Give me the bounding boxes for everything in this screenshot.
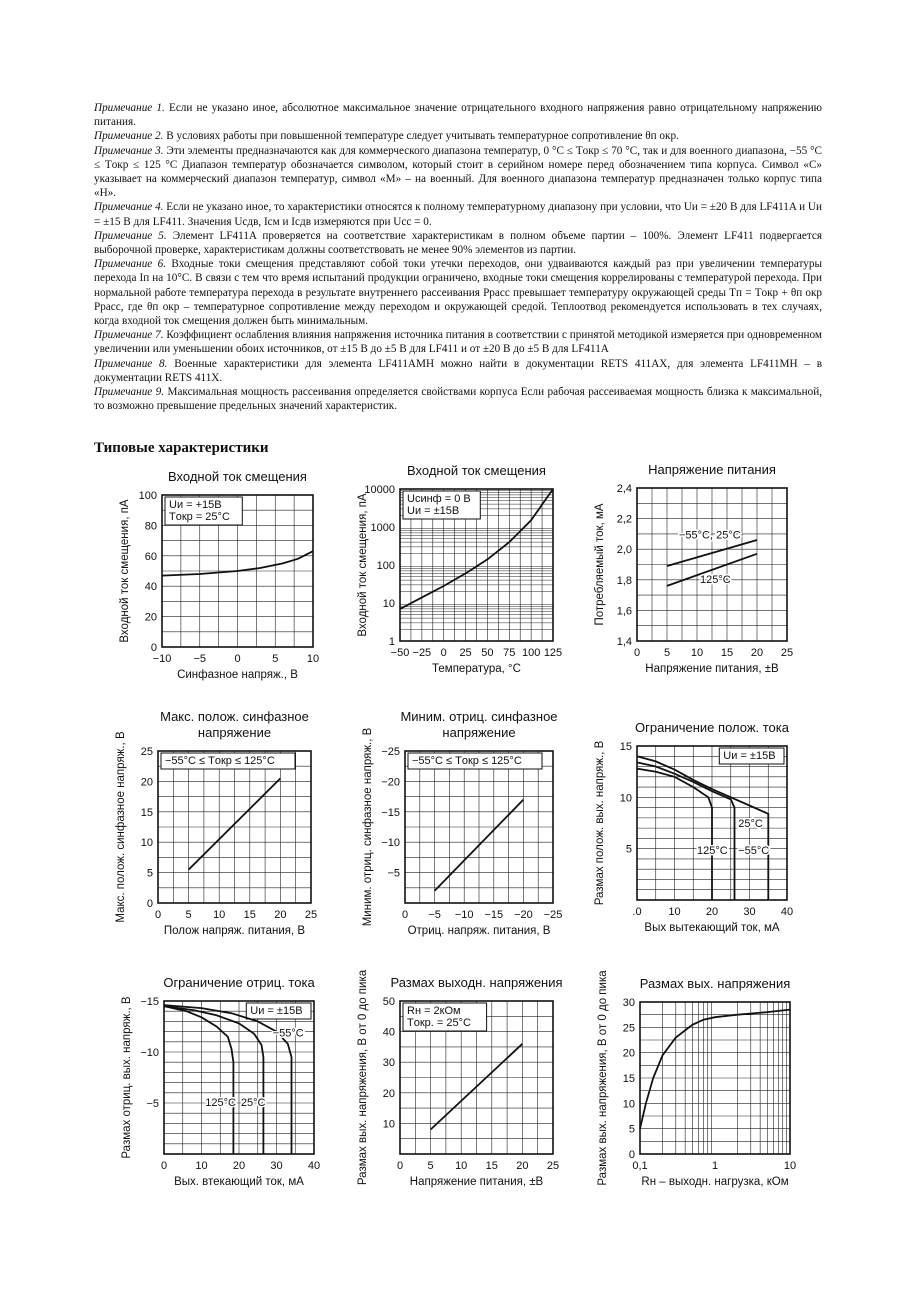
x-axis-label: Вых вытекающий ток, мА bbox=[644, 922, 780, 934]
chart-title: Ограничение отриц. тока bbox=[163, 975, 315, 990]
y-tick-label: 20 bbox=[140, 776, 153, 789]
x-tick-label: 5 bbox=[663, 647, 671, 659]
chart-pos-cm-limit bbox=[100, 704, 330, 940]
x-tick-label: 50 bbox=[481, 647, 494, 659]
x-tick-label: 10 bbox=[195, 1160, 208, 1172]
legend-entry: −55°С ≤ Tокр ≤ 125°С bbox=[165, 755, 275, 767]
x-axis-label: Напряжение питания, ±В bbox=[409, 1176, 544, 1188]
y-tick-label: 2,2 bbox=[616, 513, 632, 526]
chart-title: Макс. полож. синфазное bbox=[160, 709, 309, 724]
chart-output-swing-vs-load bbox=[585, 964, 810, 1200]
curve-label: 125°С bbox=[700, 573, 731, 586]
y-tick-label: 30 bbox=[382, 1057, 395, 1070]
x-tick-label: −25 bbox=[543, 909, 563, 921]
y-axis-label: Размах вых. напряжения, В от 0 до пика bbox=[597, 970, 609, 1186]
x-axis-label: Температура, °С bbox=[432, 663, 521, 675]
series-line bbox=[164, 1006, 263, 1154]
y-tick-label: 1,8 bbox=[616, 574, 632, 587]
x-tick-label: 10 bbox=[306, 653, 320, 665]
x-tick-label: 20 bbox=[516, 1160, 529, 1172]
y-tick-label: −15 bbox=[140, 996, 159, 1008]
chart-title: Размах выходн. напряжения bbox=[390, 975, 563, 990]
y-axis-label: Входной ток смещения, пА bbox=[119, 499, 131, 643]
x-tick-label: 10 bbox=[690, 647, 704, 659]
legend-entry: −55°С ≤ Tокр ≤ 125°С bbox=[412, 755, 522, 767]
x-axis-label: Rн – выходн. нагрузка, кОм bbox=[641, 1176, 789, 1188]
x-tick-label: 10 bbox=[455, 1160, 468, 1172]
y-tick-label: −20 bbox=[381, 776, 400, 789]
x-tick-label: 75 bbox=[503, 647, 516, 659]
x-tick-label: −50 bbox=[390, 647, 410, 659]
x-tick-label: 25 bbox=[780, 647, 794, 659]
note-6: Примечание 6. Входные токи смещения представляют собой токи утечки переходов, они удваиваются каждый раз при увеличении температуры перехода Iп на 10°С. В связи с тем что время испытаний продукции ограничено, входные токи смещения коррелированы с температурой перехода. При нормальной работе температура перехода в результате внутреннего рассеивания Pрасс превышает температуру окружающей среды Tп = Tокр + θп окр Pрасс, где θп окр – температурное сопротивление между переходом и окружающей средой. Теплоотвод рекомендуется использовать в тех случаях, когда входной ток смещения должен быть минимальным. bbox=[94, 258, 823, 328]
y-tick-label: 15 bbox=[619, 741, 632, 753]
curve-label: −55°С bbox=[738, 844, 770, 857]
x-tick-label: 0 bbox=[396, 1160, 404, 1172]
y-tick-label: 5 bbox=[625, 843, 632, 856]
y-axis-label: Размах полож. вых. напряж., В bbox=[594, 740, 606, 906]
y-tick-label: 80 bbox=[144, 520, 157, 533]
legend-entry: Uи = ±15В bbox=[723, 750, 776, 762]
y-tick-label: 10 bbox=[140, 837, 153, 850]
y-axis-label: Макс. полож. синфазное напряж., В bbox=[115, 731, 127, 923]
x-tick-label: −25 bbox=[412, 647, 432, 659]
legend-entry: Rн = 2кОм bbox=[407, 1005, 461, 1017]
x-tick-label: 5 bbox=[185, 909, 192, 921]
x-tick-label: 40 bbox=[307, 1160, 321, 1172]
y-tick-label: 60 bbox=[144, 550, 157, 563]
chart-title: Напряжение питания bbox=[648, 462, 776, 477]
x-axis-label: Напряжение питания, ±В bbox=[645, 663, 779, 675]
curve-label: 25°С bbox=[240, 1097, 266, 1110]
notes-block bbox=[94, 101, 822, 413]
chart-output-swing-vs-supply bbox=[340, 970, 570, 1200]
y-tick-label: 40 bbox=[144, 581, 157, 594]
legend-entry: Uсинф = 0 В bbox=[407, 493, 471, 505]
x-tick-label: −15 bbox=[484, 909, 504, 921]
x-tick-label: 0 bbox=[633, 647, 641, 659]
y-tick-label: 10 bbox=[622, 1098, 635, 1111]
chart-title: Входной ток смещения bbox=[407, 463, 546, 478]
x-tick-label: 25 bbox=[546, 1160, 560, 1172]
series-line bbox=[164, 1006, 233, 1154]
chart-title: Размах вых. напряжения bbox=[639, 976, 791, 991]
note-2: Примечание 2. В условиях работы при повышенной температуре следует учитывать температурное сопротивление θп окр. bbox=[94, 130, 679, 143]
curve-label: 125°С bbox=[697, 844, 728, 857]
legend-entry: Uи = +15В bbox=[169, 499, 222, 511]
legend-entry: Tокр = 25°С bbox=[169, 511, 230, 523]
y-tick-label: 5 bbox=[146, 867, 153, 880]
y-tick-label: 0 bbox=[628, 1149, 635, 1161]
y-tick-label: 20 bbox=[622, 1047, 635, 1060]
y-tick-label: 25 bbox=[622, 1022, 635, 1035]
x-tick-label: 0,1 bbox=[632, 1160, 648, 1172]
y-tick-label: 15 bbox=[140, 806, 153, 819]
y-tick-label: 20 bbox=[382, 1087, 395, 1100]
x-tick-label: 5 bbox=[427, 1160, 434, 1172]
y-tick-label: 5 bbox=[628, 1123, 635, 1136]
x-tick-label: 10 bbox=[783, 1160, 797, 1172]
note-8: Примечание 8. Военные характеристики для элемента LF411AMH можно найти в документации RETS 411AX, для элемента LF411MH – в документации RETS 411X. bbox=[94, 357, 822, 384]
x-tick-label: 0 bbox=[160, 1160, 168, 1172]
x-tick-label: 15 bbox=[243, 909, 256, 921]
y-tick-label: 50 bbox=[382, 996, 395, 1008]
y-tick-label: 2,0 bbox=[616, 544, 632, 557]
y-tick-label: 2,4 bbox=[616, 483, 632, 495]
y-axis-label: Миним. отриц. синфазное напряж., В bbox=[362, 727, 374, 927]
y-tick-label: 20 bbox=[144, 611, 157, 624]
y-tick-label: 100 bbox=[376, 560, 395, 572]
y-tick-label: −25 bbox=[381, 746, 400, 758]
y-tick-label: −10 bbox=[140, 1047, 159, 1059]
chart-input-bias-vs-temp bbox=[340, 462, 570, 687]
curve-label: 25°С bbox=[738, 818, 763, 831]
x-tick-label: 100 bbox=[521, 647, 541, 659]
y-tick-label: 1000 bbox=[370, 522, 395, 534]
x-tick-label: .0 bbox=[632, 906, 642, 918]
x-axis-label: Отриц. напряж. питания, В bbox=[407, 925, 551, 937]
y-tick-label: −15 bbox=[381, 806, 400, 819]
y-tick-label: 40 bbox=[382, 1026, 395, 1039]
chart-pos-current-limit bbox=[585, 710, 810, 940]
y-tick-label: 0 bbox=[146, 898, 153, 910]
note-1: Примечание 1. Если не указано иное, абсолютное максимальное значение отрицательного входного напряжения равно отрицательному напряжению питания. bbox=[94, 102, 822, 129]
legend-entry: Tокр. = 25°С bbox=[407, 1017, 471, 1029]
x-tick-label: 0 bbox=[401, 909, 409, 921]
x-tick-label: 20 bbox=[274, 909, 287, 921]
x-tick-label: 40 bbox=[780, 906, 794, 918]
note-4: Примечание 4. Если не указано иное, то характеристики относятся к полному температурному диапазону при условии, что Uи = ±20 В для LF411A и Uи = ±15 В для LF411. Значения Uсдв, Iсм и Iсдв измеряются при Ucc = 0. bbox=[94, 201, 822, 228]
chart-title: Входной ток смещения bbox=[168, 469, 307, 484]
x-tick-label: 0 bbox=[154, 909, 162, 921]
note-3: Примечание 3. Эти элементы предназначаются как для коммерческого диапазона температур, 0 °С ≤ Tокр ≤ 70 °С, так и для военного диапазона, −55 °С ≤ Tокр ≤ 125 °С Диапазон температур обозначается символом, который стоит в серийном номере перед обозначением типа корпуса. Символ «С» указывает на коммерческий диапазон температур, символ «М» – на военный. Для военного диапазона температур предназначен только корпус типа «Н». bbox=[94, 144, 822, 200]
y-axis-label: Входной ток смещения, пА bbox=[357, 493, 369, 637]
x-tick-label: 15 bbox=[485, 1160, 498, 1172]
y-tick-label: 30 bbox=[622, 997, 635, 1009]
legend-entry: Uи = ±15В bbox=[407, 505, 460, 517]
x-tick-label: 0 bbox=[234, 653, 241, 665]
x-tick-label: −5 bbox=[193, 653, 207, 665]
curve-label: −55°С, 25°С bbox=[679, 529, 741, 542]
y-tick-label: 100 bbox=[138, 490, 157, 502]
x-tick-label: 1 bbox=[711, 1160, 719, 1172]
y-tick-label: 15 bbox=[622, 1073, 635, 1085]
x-tick-label: 25 bbox=[304, 909, 318, 921]
x-tick-label: 30 bbox=[270, 1160, 283, 1172]
x-tick-label: 5 bbox=[272, 653, 279, 665]
y-tick-label: −10 bbox=[381, 837, 400, 850]
x-tick-label: 15 bbox=[720, 647, 734, 659]
x-tick-label: 0 bbox=[440, 647, 447, 659]
x-tick-label: 20 bbox=[232, 1160, 246, 1172]
y-tick-label: 1 bbox=[388, 636, 395, 648]
x-tick-label: −10 bbox=[152, 653, 172, 665]
y-axis-label: Размах отриц. вых. напряж., В bbox=[121, 996, 133, 1159]
chart-title: напряжение bbox=[442, 725, 516, 740]
y-tick-label: 10 bbox=[619, 792, 632, 805]
chart-neg-cm-limit bbox=[340, 704, 570, 940]
chart-title: напряжение bbox=[197, 725, 272, 740]
x-tick-label: −20 bbox=[514, 909, 533, 921]
curve-label: −55°С bbox=[272, 1027, 304, 1040]
y-tick-label: −5 bbox=[387, 867, 400, 880]
x-axis-label: Синфазное напряж., В bbox=[177, 669, 298, 681]
y-tick-label: 10 bbox=[382, 1118, 395, 1131]
chart-title: Миним. отриц. синфазное bbox=[400, 709, 558, 724]
x-axis-label: Полож напряж. питания, В bbox=[163, 925, 306, 937]
x-tick-label: 125 bbox=[543, 647, 563, 659]
note-5: Примечание 5. Элемент LF411A проверяется на соответствие характеристикам в полном объеме партии – 100%. Элемент LF411 подвергается выборочной проверке, характеристикам должны соответствовать не менее 90% элементов из партии. bbox=[94, 229, 822, 257]
x-tick-label: 20 bbox=[705, 906, 719, 918]
chart-input-bias-vs-cm bbox=[100, 462, 330, 687]
x-tick-label: 20 bbox=[750, 647, 764, 659]
x-tick-label: 25 bbox=[459, 647, 472, 659]
chart-title: Ограничение полож. тока bbox=[634, 720, 790, 735]
x-tick-label: 10 bbox=[668, 906, 681, 918]
curve-label: 125°С bbox=[205, 1097, 236, 1110]
legend-entry: Uи = ±15В bbox=[250, 1005, 303, 1017]
y-tick-label: 0 bbox=[150, 642, 157, 654]
x-tick-label: −10 bbox=[454, 909, 474, 921]
x-tick-label: 30 bbox=[743, 906, 756, 918]
note-9: Примечание 9. Максимальная мощность рассеивания определяется свойствами корпуса Если рабочая рассеиваемая мощность близка к максимальной, то возможно превышение предельных значений характеристик. bbox=[94, 386, 822, 413]
x-axis-label: Вых. втекающий ток, мА bbox=[174, 1176, 304, 1188]
chart-supply-current bbox=[585, 462, 810, 687]
y-tick-label: 1,4 bbox=[616, 636, 632, 648]
y-tick-label: 1,6 bbox=[616, 605, 632, 618]
y-tick-label: 10000 bbox=[364, 484, 395, 496]
x-tick-label: 10 bbox=[213, 909, 226, 921]
section-title: Типовые характеристики bbox=[94, 440, 269, 456]
y-tick-label: 25 bbox=[140, 746, 153, 758]
x-tick-label: −5 bbox=[428, 909, 441, 921]
note-7: Примечание 7. Коэффициент ослабления влияния напряжения источника питания в соответствии с принятой методикой измеряется при одновременном увеличении или уменьшении обоих источников, от ±15 В до ±5 В для LF411 и от ±20 В до ±5 В для LF411A bbox=[94, 329, 823, 356]
y-axis-label: Размах вых. напряжения, В от 0 до пика bbox=[357, 969, 369, 1186]
chart-neg-current-limit bbox=[100, 970, 330, 1200]
y-tick-label: −5 bbox=[146, 1098, 159, 1110]
y-tick-label: 10 bbox=[382, 598, 395, 610]
y-axis-label: Потребляемый ток, мА bbox=[594, 503, 606, 626]
